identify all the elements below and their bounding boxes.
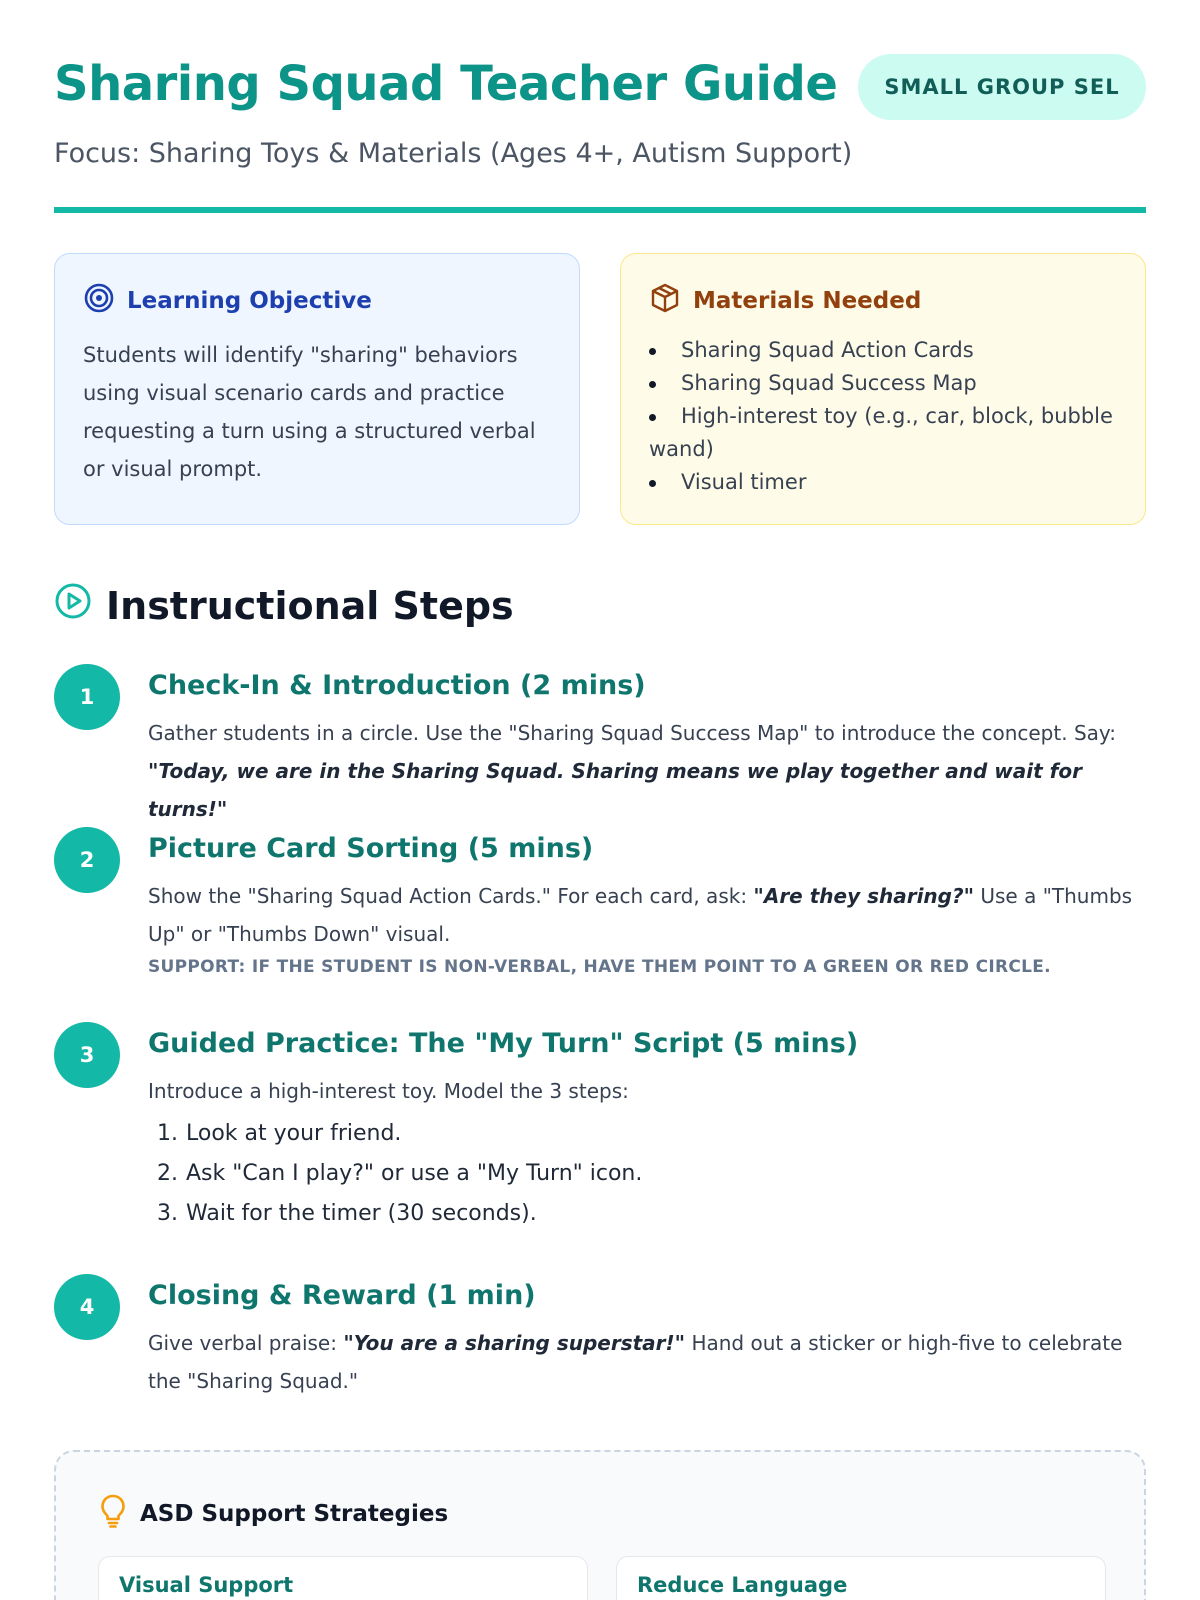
step-number: 4: [54, 1274, 120, 1340]
step-title: Check-In & Introduction (2 mins): [148, 670, 646, 701]
script-steps-list: [148, 1114, 642, 1234]
strategy-title: Reduce Language: [637, 1573, 848, 1597]
list-item: Sharing Squad Success Map: [649, 367, 1125, 400]
step-title: Picture Card Sorting (5 mins): [148, 833, 594, 864]
package-icon: [649, 282, 681, 320]
objective-heading: Learning Objective: [127, 288, 372, 314]
list-item: 2. Ask "Can I play?" or use a "My Turn" icon.: [157, 1161, 643, 1186]
group-badge: SMALL GROUP SEL: [858, 54, 1146, 120]
objective-text: Students will identify "sharing" behaviors using visual scenario cards and practice requesting a turn using a structured verbal or visual prompt.: [83, 343, 536, 481]
step-quote: "Are they sharing?": [753, 884, 975, 908]
list-item: 1. Look at your friend.: [157, 1121, 402, 1146]
step-description: Give verbal praise:: [148, 1331, 337, 1355]
page-title: Sharing Squad Teacher Guide: [54, 56, 838, 112]
step-description-continued: Hand out a sticker or high-five to celebrate the "Sharing Squad.": [148, 1331, 1123, 1393]
support-note: SUPPORT: IF THE STUDENT IS NON-VERBAL, HAVE THEM POINT TO A GREEN OR RED CIRCLE.: [148, 957, 1051, 977]
strategy-card-visual-support: [98, 1556, 588, 1600]
step-title: Closing & Reward (1 min): [148, 1280, 536, 1311]
step-quote: "You are a sharing superstar!": [343, 1331, 686, 1355]
step-number: 3: [54, 1022, 120, 1088]
asd-strategies-panel: [54, 1450, 1146, 1600]
step-description: Gather students in a circle. Use the "Sharing Squad Success Map" to introduce the concept. Say:: [148, 721, 1117, 745]
list-item: 3. Wait for the timer (30 seconds).: [157, 1201, 537, 1226]
step-number: 1: [54, 664, 120, 730]
step-quote: "Today, we are in the Sharing Squad. Sharing means we play together and wait for turns!": [148, 759, 1082, 821]
page-subtitle: Focus: Sharing Toys & Materials (Ages 4+, Autism Support): [54, 138, 853, 169]
step-text: [148, 877, 1148, 953]
step-text: [148, 714, 1148, 828]
objective-card: [54, 253, 580, 525]
step-text: Introduce a high-interest toy. Model the 3 steps:: [148, 1079, 629, 1103]
materials-card: [620, 253, 1146, 525]
list-item: Sharing Squad Action Cards: [649, 334, 1125, 367]
header-divider: [54, 207, 1146, 213]
step-description-continued: Use a "Thumbs Up" or "Thumbs Down" visual.: [148, 884, 1133, 946]
strategy-title: Visual Support: [119, 1573, 294, 1597]
asd-heading: ASD Support Strategies: [140, 1501, 449, 1527]
section-heading: Instructional Steps: [106, 583, 514, 628]
list-item: High-interest toy (e.g., car, block, bubble wand): [649, 400, 1125, 466]
step-description: Show the "Sharing Squad Action Cards." For each card, ask:: [148, 884, 748, 908]
strategy-card-reduce-language: [616, 1556, 1106, 1600]
asd-header: [100, 1494, 448, 1534]
lightbulb-icon: [100, 1494, 126, 1534]
play-circle-icon: [54, 582, 92, 629]
target-icon: [83, 282, 115, 320]
objective-header: [83, 282, 372, 320]
materials-header: [649, 282, 921, 320]
step-text: [148, 1324, 1148, 1400]
section-title: [54, 582, 514, 629]
step-title: Guided Practice: The "My Turn" Script (5 mins): [148, 1028, 859, 1059]
list-item: Visual timer: [649, 466, 1125, 499]
materials-list: [649, 334, 1125, 499]
materials-heading: Materials Needed: [693, 288, 922, 314]
step-number: 2: [54, 827, 120, 893]
